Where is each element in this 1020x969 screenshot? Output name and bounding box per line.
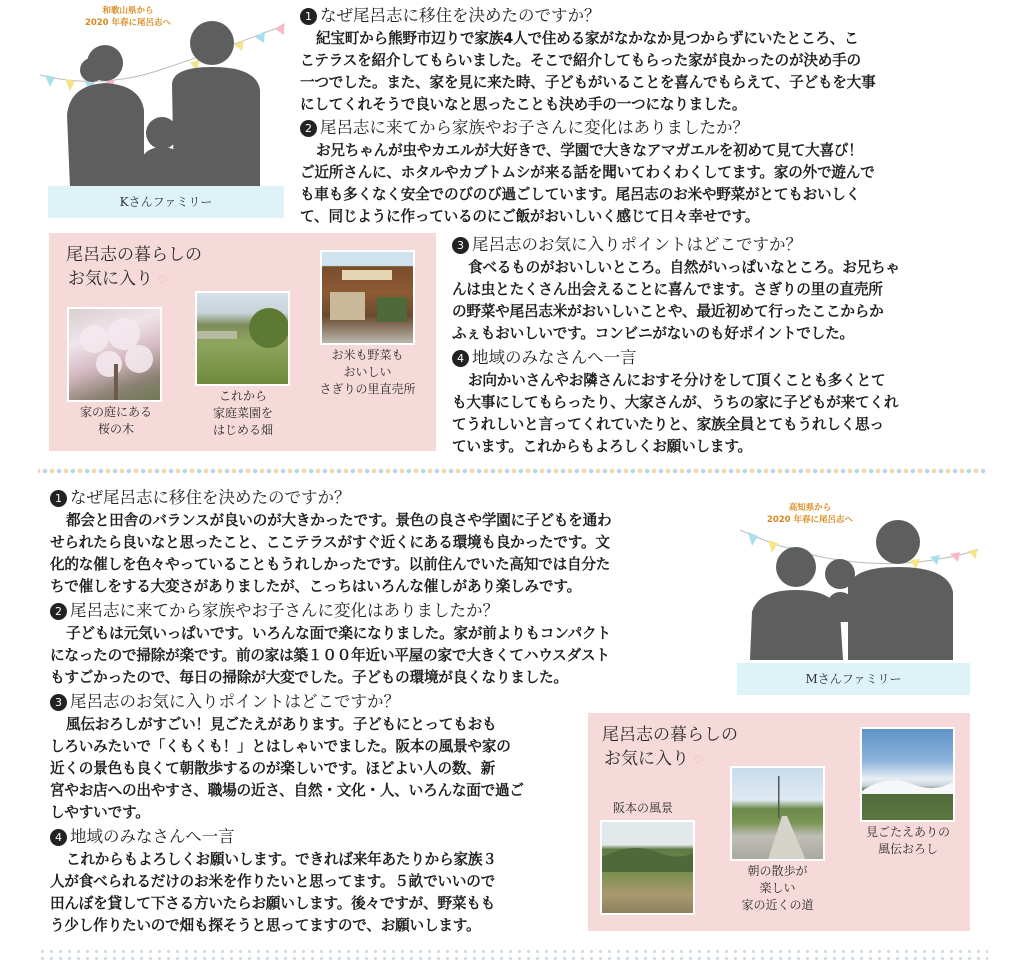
- farm-stand-photo: [320, 250, 415, 345]
- farm-stand-caption: お米も野菜も おいしい さぎりの里直売所: [319, 348, 416, 396]
- family1-q2-heading: 2 尾呂志に来てから家族やお子さんに変化はありましたか？: [300, 117, 749, 139]
- heart-icon: ♡: [689, 753, 704, 767]
- family2-q4-heading: 4 地域のみなさんへ一言: [50, 826, 235, 848]
- cherry-tree-photo: [67, 307, 162, 402]
- family1-q1-answer: 紀宝町から熊野市辺りで家族4人で住める家がなかなか見つからずにいたところ、こ こテラスを紹介してもらいました。そこで紹介してもらった家が良かったのが決め手の 一つでした。また、家を見に来た時、子どもがいることを喜んでもらえて、子どもを大事 にしてくれそうで良いなと思ったことも決め手の一つになりました。: [300, 30, 876, 113]
- family1-origin: 和歌山県から 2020 年春に尾呂志へ: [84, 6, 172, 28]
- garden-field-caption: これから 家庭菜園を はじめる畑: [212, 389, 273, 437]
- family2-favorites-title: 尾呂志の暮らしの お気に入り ♡: [602, 725, 738, 769]
- family2-q3-heading: 3 尾呂志のお気に入りポイントはどこですか？: [50, 691, 400, 713]
- section-divider: [38, 466, 988, 476]
- sakamoto-photo: [600, 820, 695, 915]
- family2-origin: 高知県から 2020 年春に尾呂志へ: [766, 503, 854, 525]
- number-badge: 3: [452, 237, 469, 254]
- number-badge: 2: [50, 603, 67, 620]
- fuuden-orosi-caption: 見ごたえありの 風伝おろし: [865, 825, 950, 856]
- garden-field-photo: [195, 291, 290, 386]
- family1-section: [0, 0, 1020, 460]
- family2-q1-answer: 都会と田舎のバランスが良いのが大きかったです。景色の良さや学園に子どもを通わ せられたら良いなと思ったこと、ここテラスがすぐ近くにある環境も良かったです。文 化的な催しを色々やっていることもうれしかったです。以前住んでいた高知では自分た ちで催しをする大変さがありましたが、こっちはいろんな催しがあり楽しみです。: [50, 512, 612, 595]
- family1-q3-answer: 食べるものがおいしいところ。自然がいっぱいなところ。お兄ちゃ んは虫とたくさん出会えることに喜んでます。さぎりの里の直売所 の野菜や尾呂志米がおいしいことや、最近初めて行ったここからか ふぇもおいしいです。コンビニがないのも好ポイントでした。: [452, 259, 900, 342]
- family1-q4-answer: お向かいさんやお隣さんにおすそ分けをして頂くことも多くとて も大事にしてもらったり、大家さんが、うちの家に子どもが来てくれ てうれしいと言ってくれていたりと、家族全員とてもうれしく思っ ています。これからもよろしくお願いします。: [452, 372, 899, 455]
- bottom-sparkle-border: [38, 948, 988, 962]
- family2-q2-heading: 2 尾呂志に来てから家族やお子さんに変化はありましたか？: [50, 600, 499, 622]
- number-badge: 3: [50, 694, 67, 711]
- family-silhouette: [62, 15, 262, 187]
- family2-q3-answer: 風伝おろしがすごい！見ごたえがあります。子どもにとってもおも しろいみたいで「くもくも！」とはしゃいでました。阪本の風景や家の 近くの景色も良くて朝散歩するのが楽しいです。ほどよい人の数、新 宮やお店への出やすさ、職場の近さ、自然・文化・人、いろんな面で過ご しやすいです。: [50, 716, 524, 821]
- family2-q2-answer: 子どもは元気いっぱいです。いろんな面で楽になりました。家が前よりもコンパクト になったので掃除が楽です。前の家は築１００年近い平屋の家で大きくてハウスダスト もすごかったので、毎日の掃除が大変でした。子どもの環境が良くなりました。: [50, 625, 611, 686]
- family1-name-label: Kさんファミリー: [48, 186, 284, 218]
- family2-name-label: Mさんファミリー: [737, 663, 970, 695]
- number-badge: 2: [300, 120, 317, 137]
- family1-favorites-title: 尾呂志の暮らしの お気に入り ♡: [66, 245, 202, 289]
- cherry-tree-caption: 家の庭にある 桜の木: [79, 405, 152, 436]
- family1-q2-answer: お兄ちゃんが虫やカエルが大好きで、学園で大きなアマガエルを初めて見て大喜び！ ご近所さんに、ホタルやカブトムシが来る話を聞いてわくわくしてます。家の外で遊んで も車も多くなく安全でのびのび過ごしています。尾呂志のお米や野菜がとてもおいしく て、同じように作っているのにご飯がおいしいく感じて日々幸せです。: [300, 142, 875, 225]
- family2-section: [0, 480, 1020, 950]
- family1-q3-heading: 3 尾呂志のお気に入りポイントはどこですか？: [452, 234, 802, 256]
- family1-q4-heading: 4 地域のみなさんへ一言: [452, 347, 637, 369]
- number-badge: 1: [300, 8, 317, 25]
- family1-q1-heading: 1 なぜ尾呂志に移住を決めたのですか？: [300, 5, 601, 27]
- walking-road-photo: [730, 766, 825, 861]
- walking-road-caption: 朝の散歩が 楽しい 家の近くの道: [741, 864, 814, 912]
- family-silhouette: [748, 512, 968, 660]
- number-badge: 4: [50, 829, 67, 846]
- number-badge: 1: [50, 490, 67, 507]
- heart-icon: ♡: [153, 273, 168, 287]
- sakamoto-caption: 阪本の風景: [612, 801, 673, 815]
- fuuden-orosi-photo: [860, 727, 955, 822]
- family2-q1-heading: 1 なぜ尾呂志に移住を決めたのですか？: [50, 487, 351, 509]
- number-badge: 4: [452, 350, 469, 367]
- family2-q4-answer: これからもよろしくお願いします。できれば来年あたりから家族３ 人が食べられるだけのお米を作りたいと思ってます。５畝でいいので 田んぼを貸して下さる方いたらお願いします。後々ですが、野菜もも う少し作りたいので畑も探そうと思ってますので、お願いします。: [50, 851, 497, 934]
